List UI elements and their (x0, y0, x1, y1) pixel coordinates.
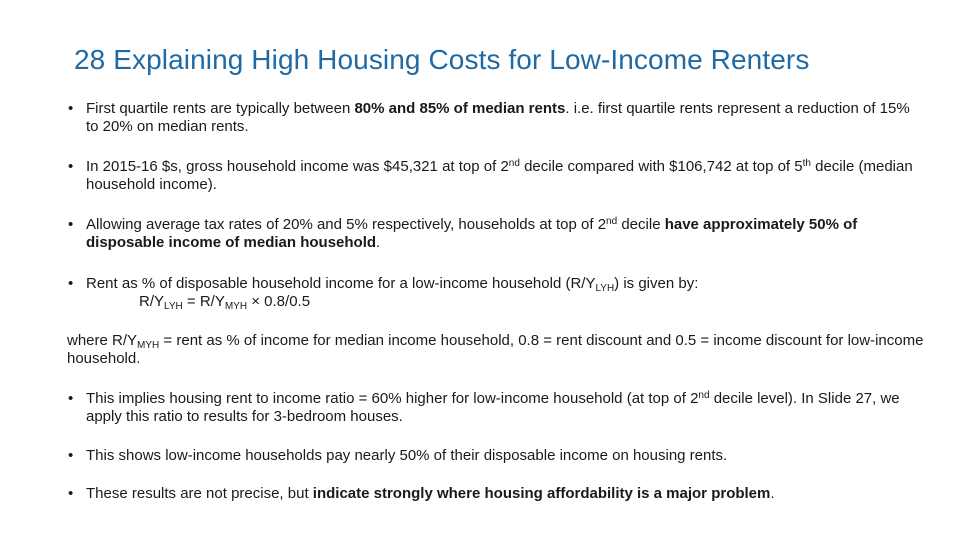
text: . (770, 485, 775, 502)
text: × 0.8/0.5 (247, 293, 311, 310)
bullet-marker: • (68, 275, 74, 292)
text: decile (617, 216, 665, 233)
text: This implies housing rent to income ratio = 60% higher for low-income household (at top of 2 (86, 390, 699, 407)
bullet-marker: • (68, 158, 74, 175)
text: decile (median household income). (86, 158, 913, 193)
bullet-disposable-income (68, 447, 916, 465)
text: decile level). In Slide 27, we apply this ratio to results for 3-bedroom houses. (86, 390, 900, 425)
text: decile compared with $106,742 at top of 5 (519, 158, 803, 175)
text: R/Y (139, 293, 165, 310)
text: ) is given by: (614, 275, 699, 292)
subscript: LYH (595, 283, 615, 294)
bullet-rent-formula (68, 275, 916, 312)
bullet-results-not-precise (68, 485, 916, 503)
bullet-marker: • (68, 485, 74, 502)
bullet-marker: • (68, 390, 74, 407)
bold-text: indicate strongly where housing affordability is a major problem (312, 485, 771, 502)
text: = R/Y (182, 293, 225, 310)
text: First quartile rents are typically between (86, 100, 355, 117)
bullet-marker: • (68, 216, 74, 233)
text: Allowing average tax rates of 20% and 5% respectively, households at top of 2 (86, 216, 607, 233)
text: Rent as % of disposable household income for a low-income household (R/Y (86, 275, 596, 292)
superscript: th (802, 158, 811, 169)
formula (86, 293, 916, 311)
bullet-marker: • (68, 447, 74, 464)
where-explanation (67, 332, 927, 368)
superscript: nd (698, 390, 710, 401)
bullet-marker: • (68, 100, 74, 117)
bullet-rent-ratio (68, 390, 916, 426)
bullet-household-income (68, 158, 916, 194)
bullet-tax-rates (68, 216, 916, 252)
text: where R/Y (67, 332, 138, 349)
bold-text: 80% and 85% of median rents (354, 100, 566, 117)
bullet-first-quartile-rents (68, 100, 916, 136)
slide-title: 28 Explaining High Housing Costs for Low-Income Renters (74, 44, 810, 75)
subscript: MYH (224, 301, 248, 312)
text: . i.e. first quartile rents represent a reduction of 15% to 20% on median rents. (86, 100, 910, 135)
text: . (376, 234, 381, 251)
text: In 2015-16 $s, gross household income was $45,321 at top of 2 (86, 158, 509, 175)
text: These results are not precise, but (86, 485, 313, 502)
subscript: MYH (137, 340, 160, 351)
bold-text: have approximately 50% of disposable income of median household (86, 216, 858, 251)
superscript: nd (508, 158, 520, 169)
subscript: LYH (164, 301, 183, 312)
text: = rent as % of income for median income household, 0.8 = rent discount and 0.5 = income discount for low-income household. (67, 332, 924, 367)
text: This shows low-income households pay nearly 50% of their disposable income on housing rents. (86, 447, 728, 464)
superscript: nd (606, 216, 618, 227)
